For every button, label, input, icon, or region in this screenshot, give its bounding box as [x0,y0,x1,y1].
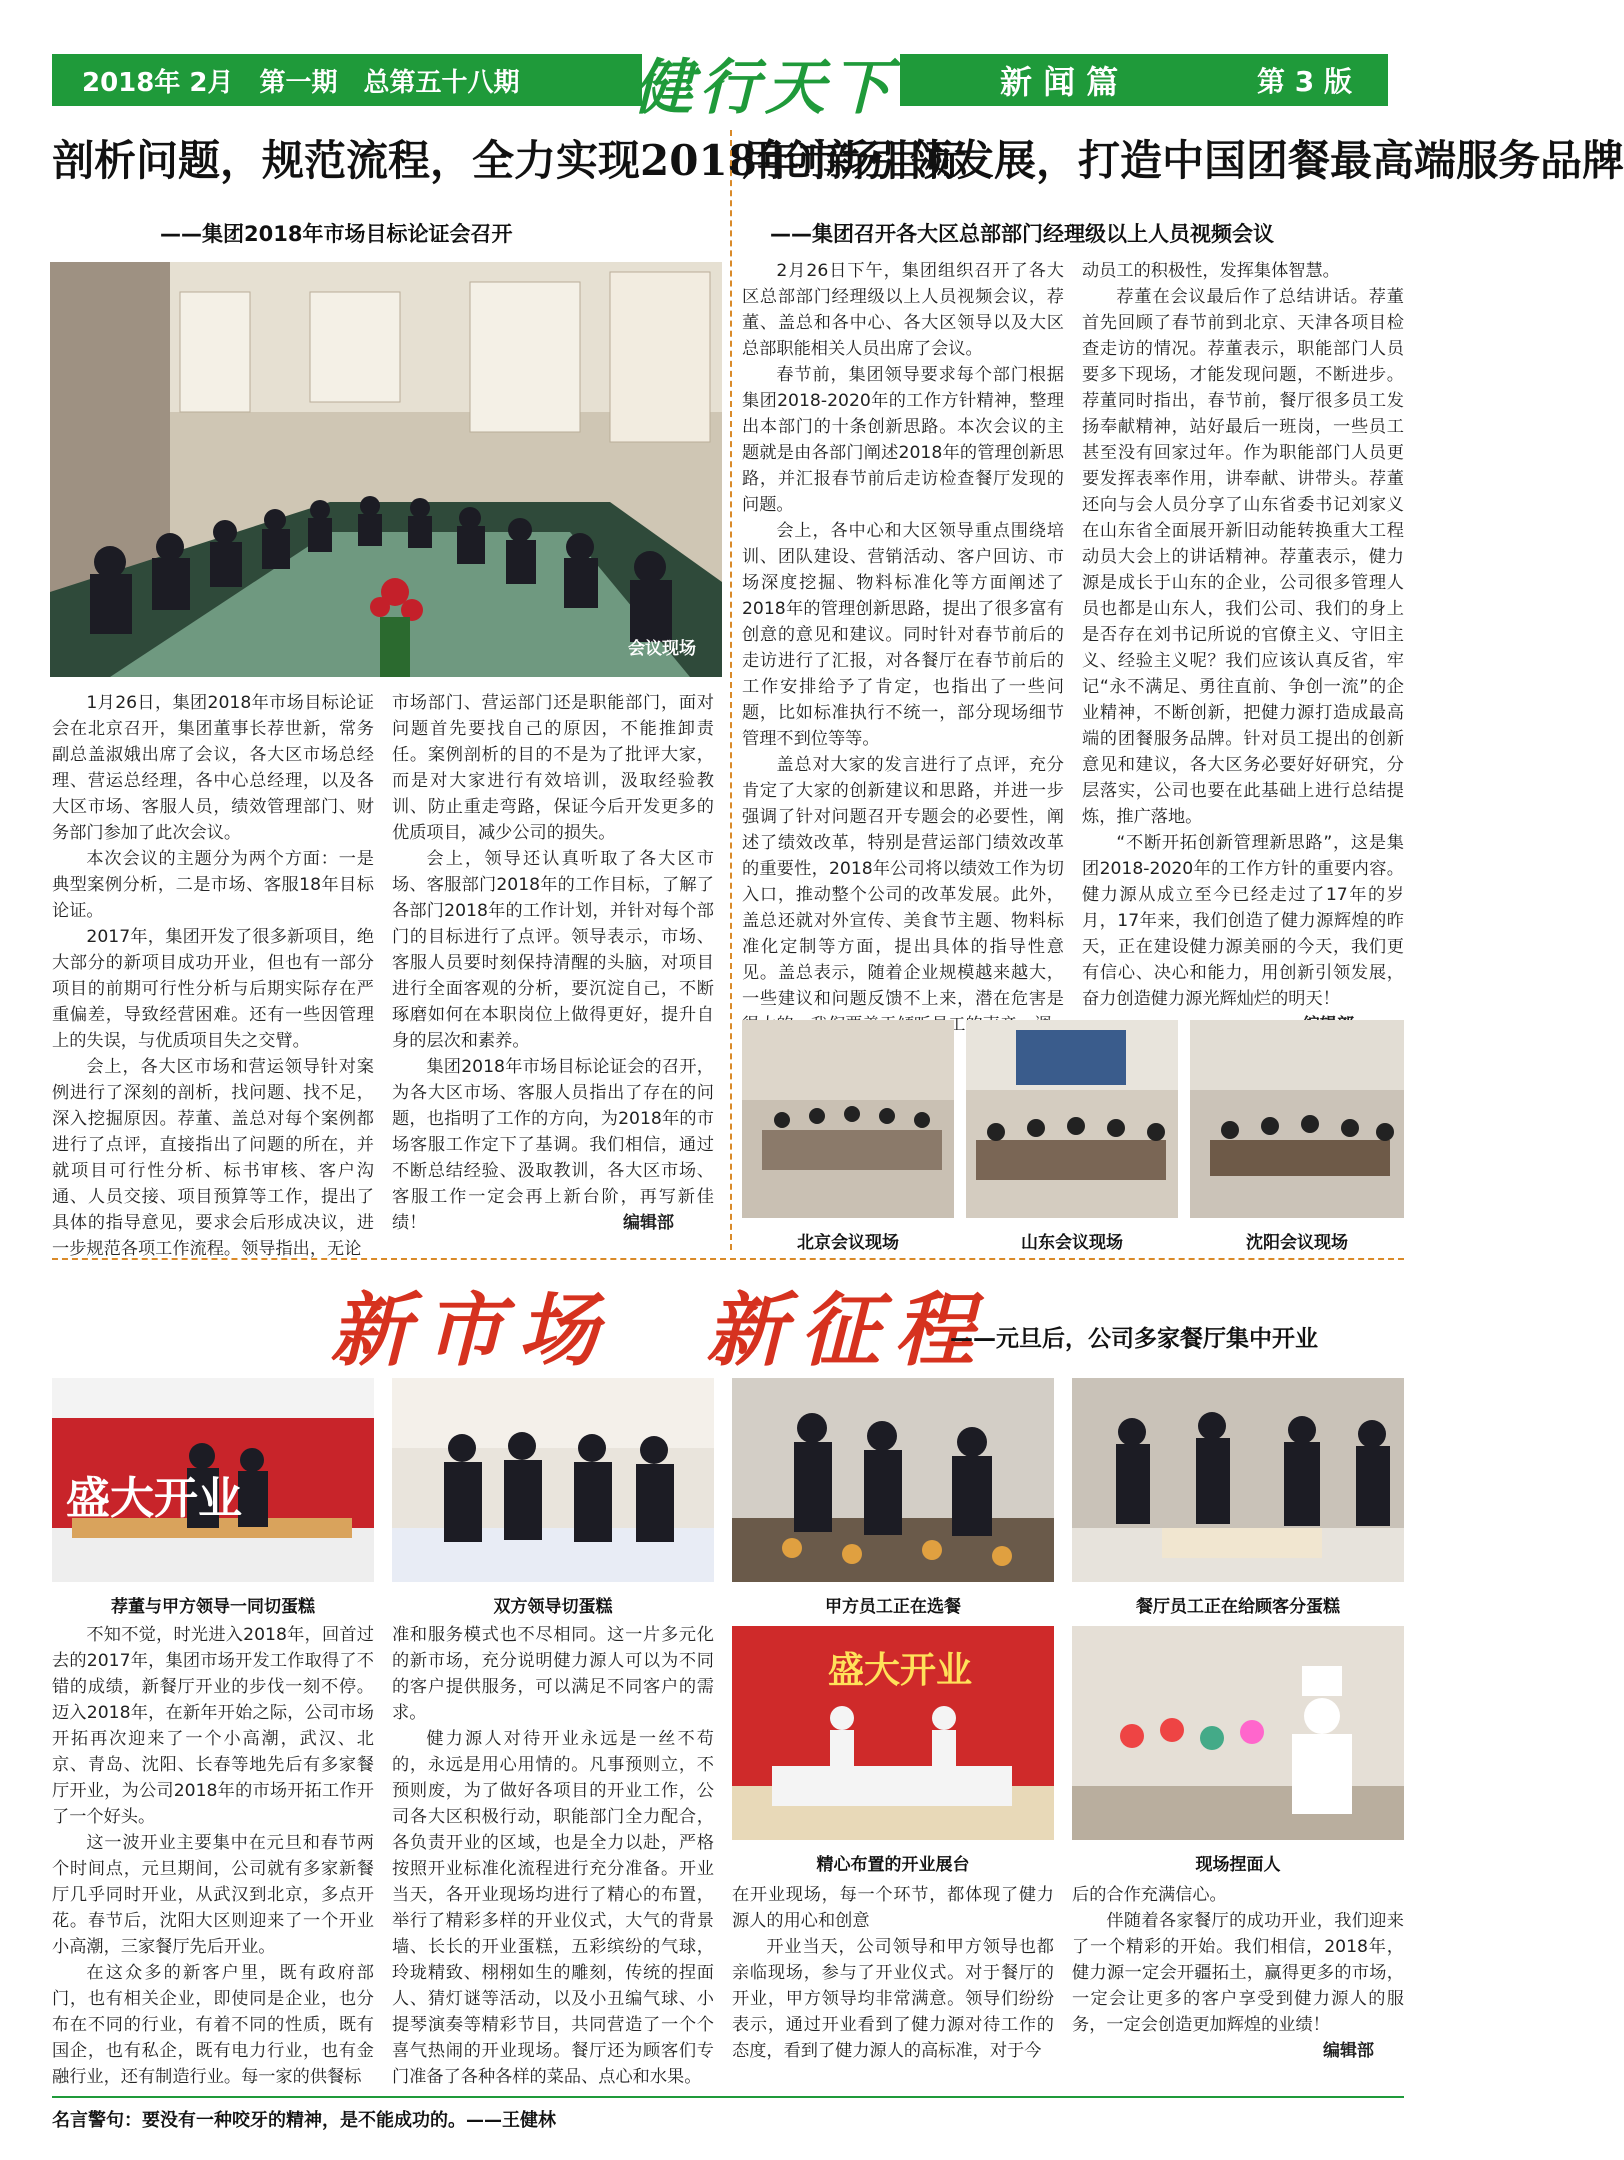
paragraph: 2017年，集团开发了很多新项目，绝大部分的新项目成功开业，但也有一部分项目的前期可行性分析与后期实际存在严重偏差，导致经营困难。还有一些因管理上的失误，与优质项目失之交臂。 [52,927,374,1051]
meeting-room-image [50,262,722,677]
bottom-col2 [392,1622,714,2090]
left-sign: 编辑部 [623,1213,674,1233]
section-divider [52,1258,1404,1260]
paragraph: 市场部门、营运部门还是职能部门，面对问题首先要找自己的原因，不能推卸责任。案例剖析的目的不是为了批评大家，而是对大家进行有效培训，汲取经验教训、防止重走弯路，保证今后开发更多的优质项目，减少公司的损失。 [392,693,714,843]
beijing-caption: 北京会议现场 [797,1233,899,1253]
serving-cake-image [1072,1378,1404,1582]
bottom-sign: 编辑部 [1323,2041,1374,2061]
caption-opening-display: 精心布置的开业展台 [816,1855,970,1875]
column-divider [730,130,732,1250]
masthead-page: 第 3 版 [1257,65,1352,98]
footer-rule [52,2096,1404,2098]
caption-cut-cake-2: 双方领导切蛋糕 [493,1597,613,1617]
bottom-col4 [1072,1882,1404,2064]
caption-dough-figurine: 现场捏面人 [1195,1855,1281,1875]
paragraph: 在这众多的新客户里，既有政府部门，也有相关企业，即使同是企业，也分布在不同的行业，有着不同的性质，既有国企，也有私企，既有电力行业，也有金融行业，还有制造行业。每一家的供餐标 [52,1963,374,2087]
shandong-caption: 山东会议现场 [1021,1233,1123,1253]
paragraph: 后的合作充满信心。 [1072,1885,1227,1905]
footer-motto: 名言警句：要没有一种咬牙的精神，是不能成功的。——王健林 [52,2110,556,2131]
paragraph: 本次会议的主题分为两个方面：一是典型案例分析，二是市场、客服18年目标论证。 [52,849,374,921]
paragraph: 准和服务模式也不尽相同。这一片多元化的新市场，充分说明健力源人可以为不同的客户提供服务，可以满足不同客户的需求。 [392,1625,714,1723]
left-col1 [52,690,374,1262]
masthead-section-bar [900,54,1388,106]
dough-figurine-image [1072,1626,1404,1840]
caption-cut-cake-1: 荐董与甲方领导一同切蛋糕 [111,1597,315,1617]
paragraph: 不知不觉，时光进入2018年，回首过去的2017年，集团市场开发工作取得了不错的成绩，新餐厅开业的步伐一刻不停。迈入2018年，在新年开始之际，公司市场开拓再次迎来了一个小高潮，武汉、北京、青岛、沈阳、长春等地先后有多家餐厅开业，为公司2018年的市场开拓工作开了一个好头。 [52,1625,374,1827]
left-headline: 剖析问题，规范流程，全力实现2018年市场目标 [52,136,967,185]
food-selection-image [732,1378,1054,1582]
paragraph: 这一波开业主要集中在元旦和春节两个时间点，元旦期间，公司就有多家新餐厅几乎同时开业，从武汉到北京，多点开花。春节后，沈阳大区则迎来了一个开业小高潮，三家餐厅先后开业。 [52,1833,374,1957]
masthead-title: 健行天下 [633,53,897,123]
paragraph: “不断开拓创新管理新思路”，这是集团2018-2020年的工作方针的重要内容。健力源从成立至今已经走过了17年的岁月，17年来，我们创造了健力源辉煌的昨天，正在建设健力源美丽的今天，我们更有信心、决心和能力，用创新引领发展，奋力创造健力源光辉灿烂的明天！ [1082,833,1404,1009]
left-subtitle: ——集团2018年市场目标论证会召开 [160,222,513,246]
bottom-col1 [52,1622,374,2090]
shandong-meeting-photo [966,1020,1178,1218]
paragraph: 会上，各大区市场和营运领导针对案例进行了深刻的剖析，找问题、找不足，深入挖掘原因。荐董、盖总对每个案例都进行了点评，直接指出了问题的所在，并就项目可行性分析、标书审核、客户沟通、人员交接、项目预算等工作，提出了具体的指导意见，要求会后形成决议，进一步规范各项工作流程。领导指出，无论 [52,1057,374,1259]
shenyang-caption: 沈阳会议现场 [1246,1233,1348,1253]
shenyang-meeting-image [1190,1020,1404,1218]
right-headline: 用创新引领发展，打造中国团餐最高端服务品牌 [742,136,1624,185]
paragraph: 会上，领导还认真听取了各大区市场、客服部门2018年的工作目标，了解了各部门2018年的工作计划，并针对每个部门的目标进行了点评。领导表示，市场、客服人员要时刻保持清醒的头脑，对项目进行全面客观的分析，要沉淀自己，不断琢磨如何在本职岗位上做得更好，提升自身的层次和素养。 [392,849,714,1051]
paragraph: 开业当天，公司领导和甲方领导也都亲临现场，参与了开业仪式。对于餐厅的开业，甲方领导均非常满意。领导们纷纷表示，通过开业看到了健力源对待工作的态度，看到了健力源人的高标准，对于今 [732,1937,1054,2061]
right-col1 [742,258,1064,1038]
masthead-section: 新 闻 篇 [1000,63,1119,101]
bottom-col3 [732,1882,1054,2064]
beijing-meeting-image [742,1020,954,1218]
bottom-subtitle: ——元旦后，公司多家餐厅集中开业 [950,1326,1318,1352]
caption-choose-food: 甲方员工正在选餐 [825,1597,961,1617]
paragraph: 健力源人对待开业永远是一丝不苟的，永远是用心用情的。凡事预则立，不预则废，为了做好各项目的开业工作，公司各大区积极行动，职能部门全力配合，各负责开业的区域，也是全力以赴，严格按照开业标准化流程进行充分准备。开业当天，各开业现场均进行了精心的布置，举行了精彩多样的开业仪式，大气的背景墙、长长的开业蛋糕，五彩缤纷的气球，玲珑精致、栩栩如生的雕刻，传统的捏面人、猜灯谜等活动，以及小丑编气球、小提琴演奏等精彩节目，共同营造了一个个喜气热闹的开业现场。餐厅还为顾客们专门准备了各种各样的菜品、点心和水果。 [392,1729,714,2087]
paragraph: 春节前，集团领导要求每个部门根据集团2018-2020年的工作方针精神，整理出本部门的十条创新思路。本次会议的主题就是由各部门阐述2018年的管理创新思路，并汇报春节前后走访检查餐厅发现的问题。 [742,365,1064,515]
opening-display-banner: 盛大开业 [828,1649,973,1691]
photo-staff-choose-food [732,1378,1054,1582]
photo-staff-serve-cake [1072,1378,1404,1582]
masthead-issue-bar [52,54,642,106]
photo-opening-display [732,1626,1054,1840]
photo-cut-cake-1 [52,1378,374,1582]
paragraph: 在开业现场，每一个环节，都体现了健力源人的用心和创意 [732,1885,1054,1931]
caption-serve-cake: 餐厅员工正在给顾客分蛋糕 [1136,1597,1340,1617]
masthead-issue: 2018年 2月 第一期 总第五十八期 [82,67,520,98]
shandong-meeting-image [966,1020,1178,1218]
right-subtitle: ——集团召开各大区总部部门经理级以上人员视频会议 [770,222,1274,246]
cake-cutting-image-2 [392,1378,714,1582]
paragraph: 集团2018年市场目标论证会的召开，为各大区市场、客服人员指出了存在的问题，也指明了工作的方向，为2018年的市场客服工作定下了基调。我们相信，通过不断总结经验、汲取教训，各大区市场、客服工作一定会再上新台阶，再写新佳绩！ [392,1057,714,1233]
paragraph: 1月26日，集团2018年市场目标论证会在北京召开，集团董事长荐世新，常务副总盖淑娥出席了会议，各大区市场总经理、营运总经理，各中心总经理，以及各大区市场、客服人员，绩效管理部门、财务部门参加了此次会议。 [52,693,374,843]
opening-banner-text: 盛大开业 [66,1473,242,1524]
photo-cut-cake-2 [392,1378,714,1582]
bottom-headline: 新市场 新征程 [330,1283,988,1377]
paragraph: 盖总对大家的发言进行了点评，充分肯定了大家的创新建议和思路，并进一步强调了针对问题召开专题会的必要性，阐述了绩效改革，特别是营运部门绩效改革的重要性，2018年公司将以绩效工作为切入口，推动整个公司的改革发展。此外，盖总还就对外宣传、美食节主题、物料标准化定制等方面，提出具体的指导性意见。盖总表示，随着企业规模越来越大，一些建议和问题反馈不上来，潜在危害是 员工的 [742,755,1064,1035]
paragraph: 动员工的积极性，发挥集体智慧。 [1082,261,1340,281]
paragraph: 会上，各中心和大区领导重点围绕培训、团队建设、营销活动、客户回访、市场深度挖掘、物料标准化等方面阐述了2018年的管理创新思路，提出了很多富有创意的意见和建议。同时针对春节前后的走访进行了汇报，对各餐厅在春节前后的工作安排给予了肯定，也指出了一些问题，比如标准执行不统一，部分现场细节管理不到位等等。 [742,521,1064,749]
photo-dough-figurine [1072,1626,1404,1840]
right-col2 [1082,258,1404,1038]
left-photo-caption: 会议现场 [628,639,696,659]
beijing-meeting-photo [742,1020,954,1218]
paragraph: 伴随着各家餐厅的成功开业，我们迎来了一个精彩的开始。我们相信，2018年，健力源一定会开疆拓土，赢得更多的市场，一定会让更多的客户享受到健力源人的服务，一定会创造更加辉煌的业绩！ [1072,1911,1404,2035]
paragraph: 荐董在会议最后作了总结讲话。荐董首先回顾了春节前到北京、天津各项目检查走访的情况。荐董表示，职能部门人员要多下现场，才能发现问题，不断进步。荐董同时指出，春节前，餐厅很多员工发扬奉献精神，站好最后一班岗，一些员工甚至没有回家过年。作为职能部门人员更要发挥表率作用，讲奉献、讲带头。荐董还向与会人员分享了山东省委书记刘家义在山东省全面展开新旧动能转换重大工程动员大会上的讲话精神。荐董表示，健力源是成长于山东的企业，公司很多管理人员也都是山东人，我们公司、我们的身上是否存在刘书记所说的官僚主义、守旧主义、经验主义呢？我们应该认真反省，牢记“永不满足、勇往直前、争创一流”的企业精神，不断创新，把健力源打造成最高端的团餐服务品牌。针对员工提出的创新意见和建议，各大区务必要好好研究，分层落实，公司也要在此基础上进行总结提炼，推广落地。 [1082,287,1404,827]
paragraph: 2月26日下午，集团组织召开了各大区总部部门经理级以上人员视频会议，荐董、盖总和各中心、各大区领导以及大区总部职能相关人员出席了会议。 [742,261,1064,359]
shenyang-meeting-photo [1190,1020,1404,1218]
left-meeting-photo [50,262,722,677]
left-col2 [392,690,714,1236]
